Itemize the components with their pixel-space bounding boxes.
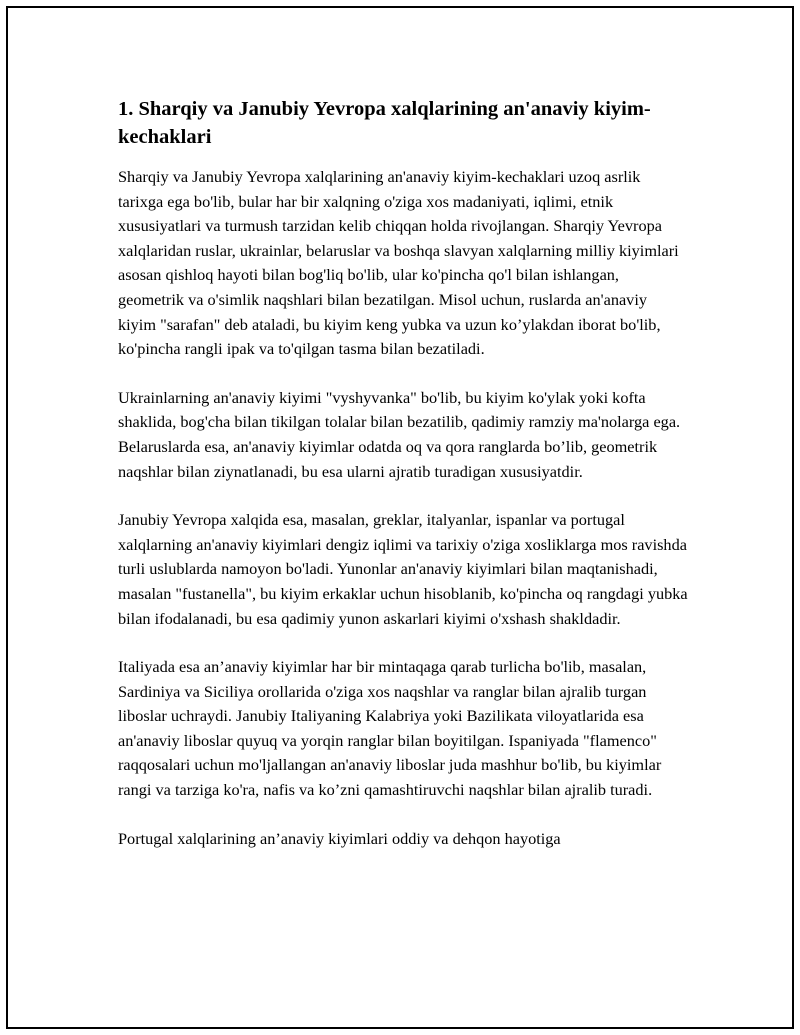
paragraph-4: Italiyada esa an’anaviy kiyimlar har bir mintaqaga qarab turlicha bo'lib, masalan, Sardiniya va Siciliya orollarida o'ziga xos naqshlar va ranglar bilan ajralib turgan liboslar uchraydi. Janubiy Italiyaning Kalabriya yoki Bazilikata viloyatlarida esa an'anaviy liboslar quyuq va yorqin ranglar bilan boyitilgan. Ispaniyada "flamenco" raqqosalari uchun mo'ljallangan an'anaviy liboslar juda mashhur bo'lib, bu kiyimlar rangi va tarziga ko'ra, nafis va ko’zni qamashtiruvchi naqshlar bilan ajralib turadi. [118,657,662,800]
paragraph-5: Portugal xalqlarining an’anaviy kiyimlari oddiy va dehqon hayotiga [118,828,561,848]
paragraph-2: Ukrainlarning an'anaviy kiyimi "vyshyvanka" bo'lib, bu kiyim ko'ylak yoki kofta shaklida, bog'cha bilan tikilgan tolalar bilan bezatilib, qadimiy ramziy ma'nolarga ega. Belaruslarda esa, an'anaviy kiyimlar odatda oq va qora ranglarda bo’lib, geometrik naqshlar bilan ziynatlanadi, bu esa ularni ajratib turadigan xususiyatdir. [118,387,681,481]
document-body [118,95,688,875]
section-heading: 1. Sharqiy va Janubiy Yevropa xalqlarining an'anaviy kiyim-kechaklari [118,98,651,148]
paragraph-1: Sharqiy va Janubiy Yevropa xalqlarining an'anaviy kiyim-kechaklari uzoq asrlik tarixga ega bo'lib, bular har bir xalqning o'ziga xos madaniyati, iqlimi, etnik xususiyatlari va turmush tarzidan kelib chiqqan holda rivojlangan. Sharqiy Yevropa xalqlaridan ruslar, ukrainlar, belaruslar va boshqa slavyan xalqlarning milliy kiyimlari asosan qishloq hayoti bilan bog'liq bo'lib, ular ko'pincha qo'l bilan ishlangan, geometrik va o'simlik naqshlari bilan bezatilgan. Misol uchun, ruslarda an'anaviy kiyim "sarafan" deb ataladi, bu kiyim keng yubka va uzun ko’ylakdan iborat bo'lib, ko'pincha rangli ipak va to'qilgan tasma bilan bezatiladi. [118,167,679,359]
paragraph-3: Janubiy Yevropa xalqida esa, masalan, greklar, italyanlar, ispanlar va portugal xalqlarning an'anaviy kiyimlari dengiz iqlimi va tarixiy o'ziga xosliklarga mos ravishda turli uslublarda namoyon bo'ladi. Yunonlar an'anaviy kiyimlari bilan maqtanishadi, masalan "fustanella", bu kiyim erkaklar uchun hisoblanib, ko'pincha oq rangdagi yubka bilan ifodalanadi, bu esa qadimiy yunon askarlari kiyimi o'xshash shakldadir. [118,510,688,628]
